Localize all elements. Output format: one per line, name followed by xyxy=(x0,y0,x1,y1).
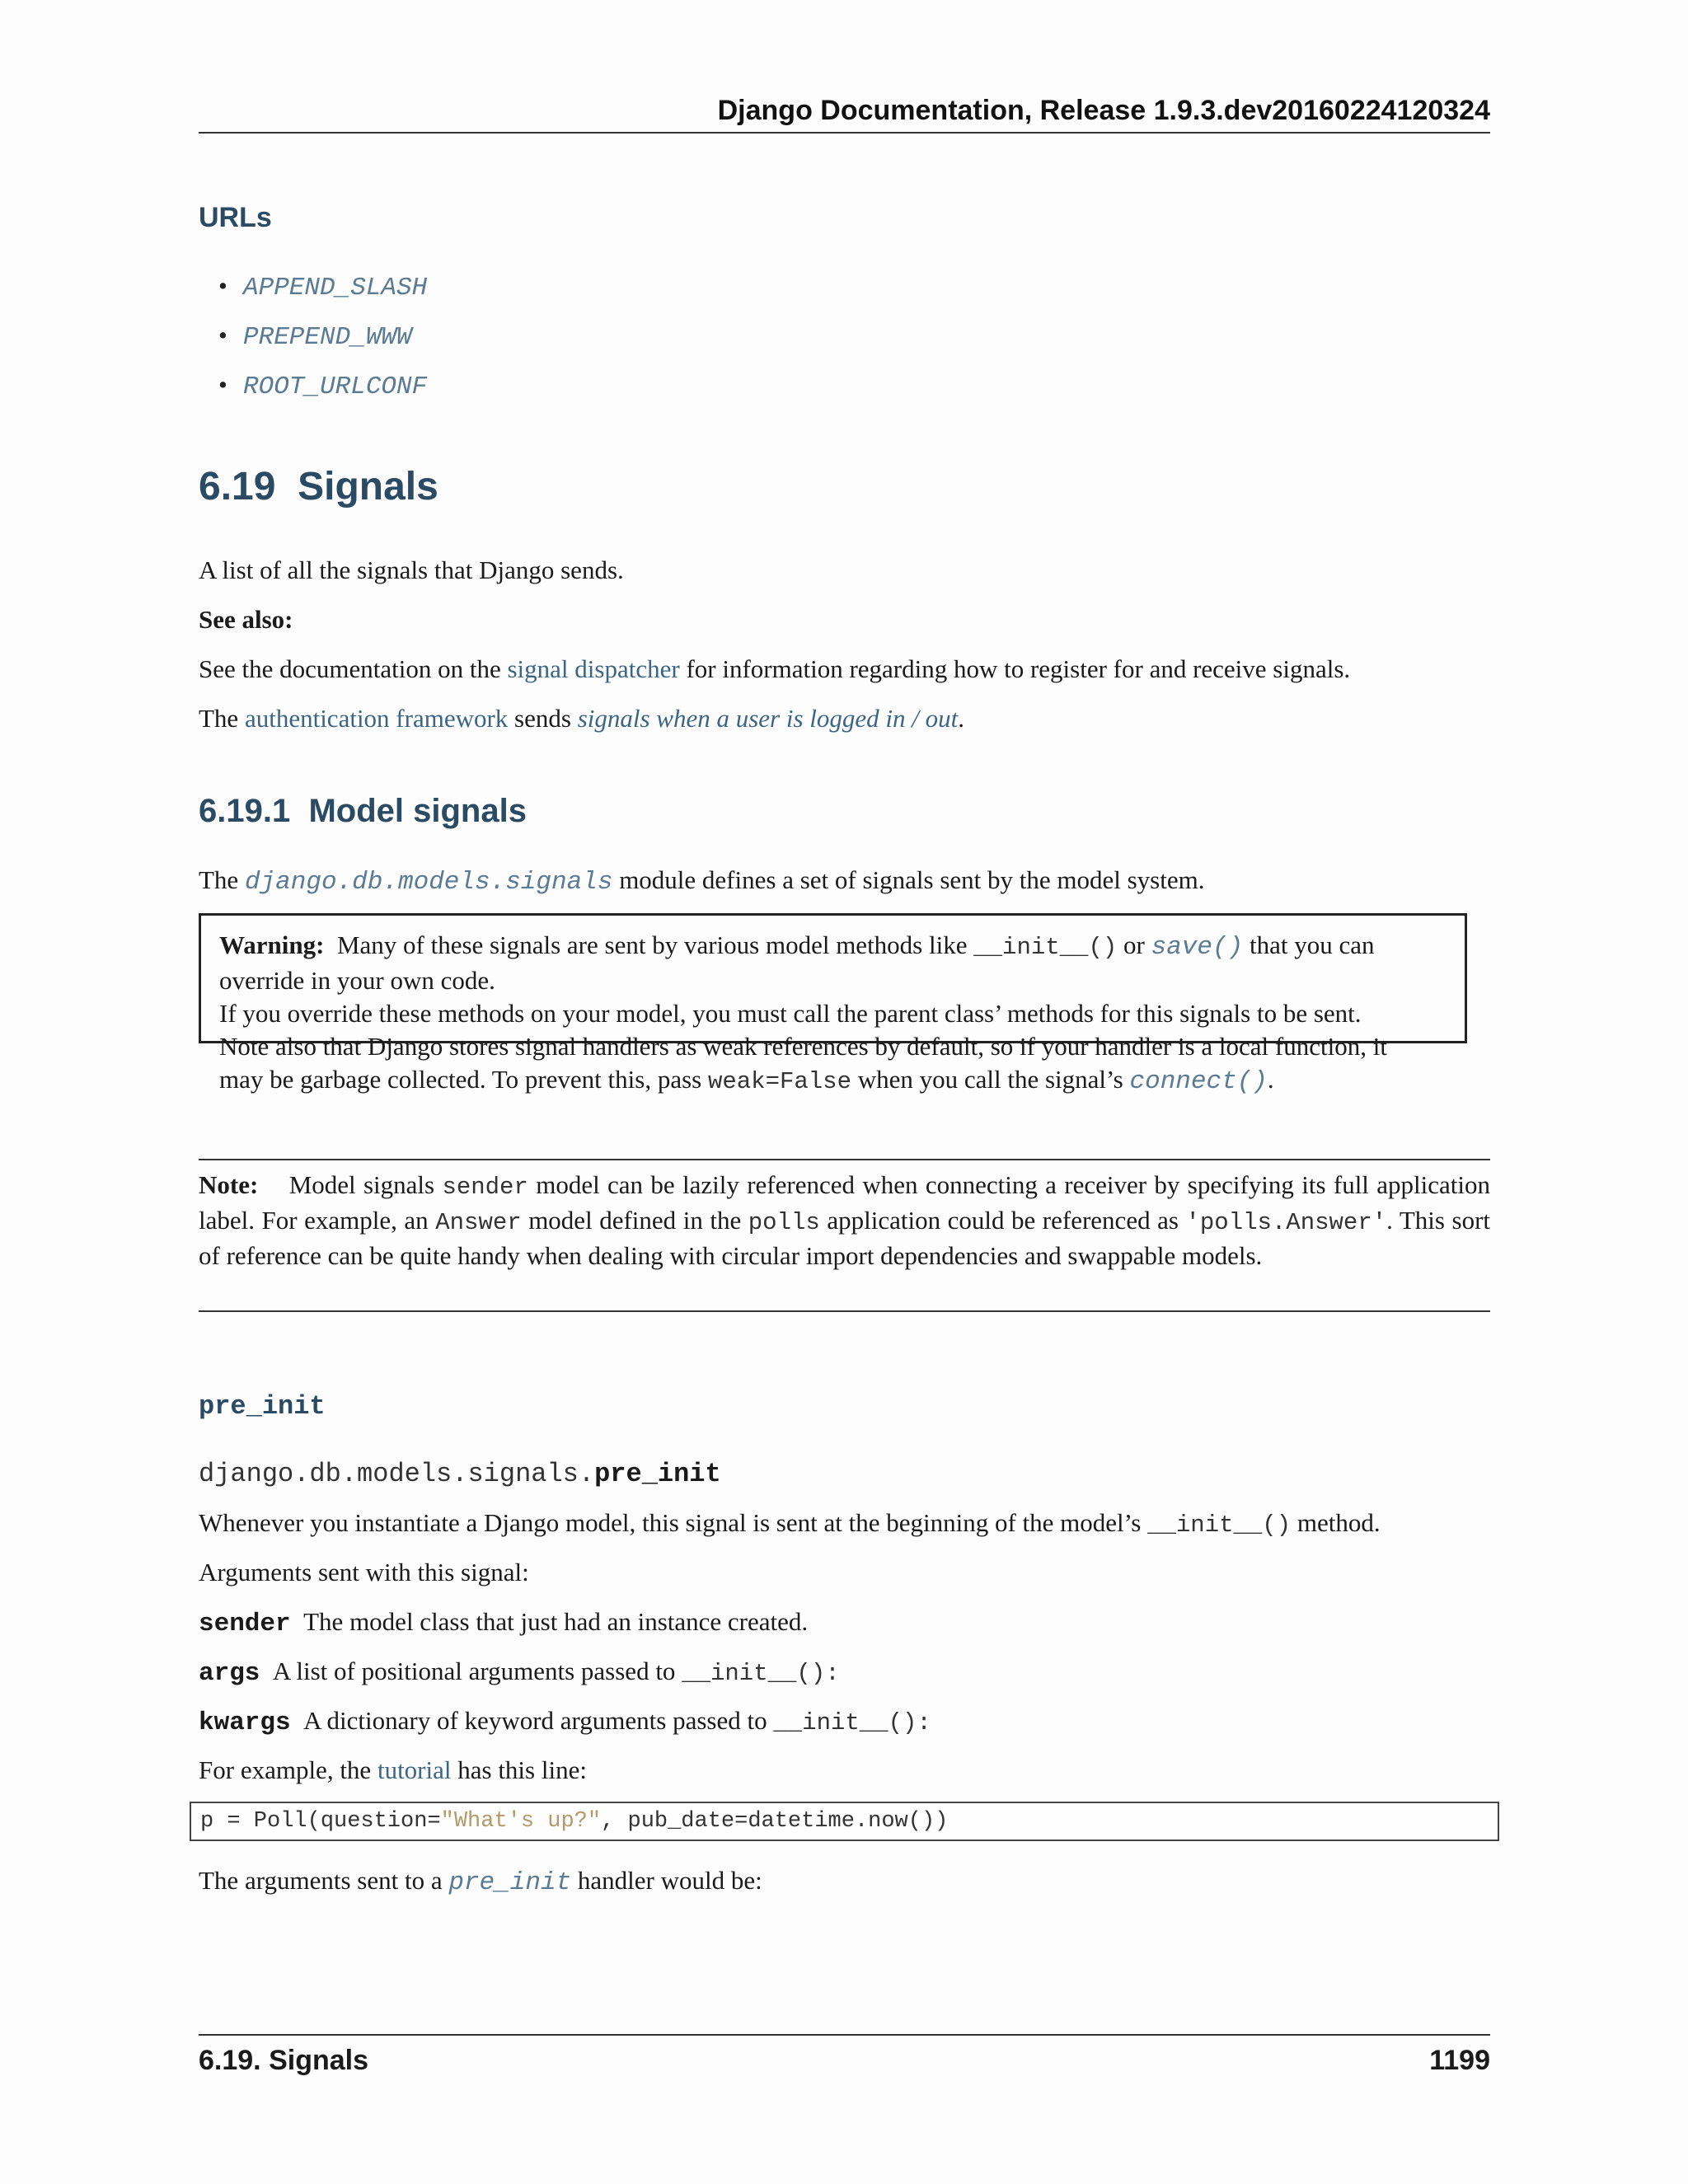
note-label: Note: xyxy=(199,1170,259,1199)
url-setting-link[interactable]: PREPEND_WWW xyxy=(243,323,412,352)
list-item[interactable] xyxy=(243,368,427,404)
answer-code: Answer xyxy=(435,1209,522,1236)
warning-line xyxy=(219,929,1455,964)
argument-code: __init__(): xyxy=(773,1709,931,1736)
text: when you call the signal’s xyxy=(851,1065,1130,1094)
argument-name: sender xyxy=(199,1610,291,1638)
text: has this line: xyxy=(451,1755,587,1784)
warning-line xyxy=(219,1063,1455,1099)
see-also-text xyxy=(199,653,1350,686)
subsection-name: Model signals xyxy=(308,793,527,829)
pre-init-link[interactable]: pre_init xyxy=(448,1868,572,1897)
init-code: __init__() xyxy=(1147,1511,1292,1539)
auth-text xyxy=(199,702,964,735)
signature-prefix: django.db.models.signals. xyxy=(199,1459,595,1489)
auth-framework-link[interactable]: authentication framework xyxy=(244,704,509,733)
text: See the documentation on the xyxy=(199,654,508,683)
text: Model signals xyxy=(288,1170,443,1199)
warning-label: Warning: xyxy=(219,930,325,959)
connect-link[interactable]: connect() xyxy=(1129,1067,1268,1096)
warning-line: Note also that Django stores signal handlers as weak references by default, so if your handler is a local function, it xyxy=(219,1032,1387,1061)
list-item[interactable] xyxy=(243,269,427,305)
argument-desc: The model class that just had an instance created. xyxy=(303,1607,809,1636)
text: The xyxy=(199,865,245,894)
argument-row xyxy=(199,1655,840,1690)
argument-name: args xyxy=(199,1659,260,1688)
text: Many of these signals are sent by various model methods like xyxy=(336,930,974,959)
module-text xyxy=(199,864,1204,899)
argument-desc: A dictionary of keyword arguments passed to xyxy=(303,1706,774,1735)
sender-code: sender xyxy=(442,1174,528,1201)
text: application could be referenced as xyxy=(819,1206,1186,1235)
text: method. xyxy=(1291,1508,1381,1537)
polls-code: polls xyxy=(748,1209,820,1236)
pre-init-signature xyxy=(199,1455,721,1492)
polls-answer-code: 'polls.Answer' xyxy=(1185,1209,1387,1236)
pre-init-description xyxy=(199,1507,1381,1541)
text: or xyxy=(1117,930,1151,959)
argument-row xyxy=(199,1704,931,1740)
text: . xyxy=(958,704,965,733)
text: sends xyxy=(508,704,578,733)
text: The arguments sent to a xyxy=(199,1866,449,1895)
handler-text xyxy=(199,1864,762,1900)
text: may be garbage collected. To prevent this, pass xyxy=(219,1065,708,1094)
text: . xyxy=(1267,1065,1274,1094)
subsection-number: 6.19.1 xyxy=(199,793,291,829)
text: module defines a set of signals sent by the model system. xyxy=(612,865,1205,894)
page-number: 1199 xyxy=(1429,2045,1490,2076)
text: Whenever you instantiate a Django model, this signal is sent at the beginning of the model’s xyxy=(199,1508,1148,1537)
save-link[interactable]: save() xyxy=(1151,933,1244,962)
warning-line: override in your own code. xyxy=(219,966,495,995)
section-name: Signals xyxy=(298,465,438,509)
code-string: "What's up?" xyxy=(440,1809,602,1834)
footer-section: 6.19. Signals xyxy=(199,2045,368,2076)
urls-heading: URLs xyxy=(199,202,272,233)
argument-code: __init__(): xyxy=(682,1660,840,1687)
url-setting-link[interactable]: APPEND_SLASH xyxy=(243,274,428,302)
text: The xyxy=(199,704,245,733)
arguments-intro: Arguments sent with this signal: xyxy=(199,1558,529,1586)
argument-name: kwargs xyxy=(199,1708,291,1737)
login-signals-link[interactable]: signals when a user is logged in / out xyxy=(577,704,959,733)
warning-box xyxy=(199,913,1467,1096)
section-number: 6.19 xyxy=(199,465,276,509)
text: handler would be: xyxy=(571,1866,762,1895)
section-title xyxy=(199,462,438,513)
text: model can be lazily referenced when connecting a receiver by specifying its full application label. For example, an xyxy=(199,1170,1490,1235)
text: for information regarding how to register for and receive signals. xyxy=(679,654,1351,683)
see-also-label: See also: xyxy=(199,605,293,634)
warning-line: If you override these methods on your model, you must call the parent class’ methods for this signals to be sent. xyxy=(219,999,1362,1028)
note-box xyxy=(199,1159,1490,1312)
argument-row xyxy=(199,1605,808,1641)
code-text: p = Poll(question= xyxy=(200,1809,441,1834)
pre-init-heading: pre_init xyxy=(199,1391,326,1422)
code-text: , pub_date=datetime.now()) xyxy=(601,1809,949,1834)
tutorial-link[interactable]: tutorial xyxy=(377,1755,452,1784)
subsection-title xyxy=(199,790,527,832)
page-footer xyxy=(199,2034,1490,2079)
text: . This sort of reference can be quite handy when dealing with circular import dependencies and swappable models. xyxy=(199,1206,1491,1270)
url-setting-link[interactable]: ROOT_URLCONF xyxy=(243,373,428,401)
module-link[interactable]: django.db.models.signals xyxy=(244,868,613,897)
document-page xyxy=(199,0,1490,2184)
code-block xyxy=(190,1802,1499,1841)
text: that you can xyxy=(1243,930,1375,959)
text: model defined in the xyxy=(521,1206,748,1235)
weak-false-code: weak=False xyxy=(707,1068,851,1095)
running-header: Django Documentation, Release 1.9.3.dev20160224120324 xyxy=(199,92,1490,134)
text: For example, the xyxy=(199,1755,377,1784)
signal-dispatcher-link[interactable]: signal dispatcher xyxy=(507,654,680,683)
signature-name: pre_init xyxy=(594,1459,721,1489)
section-intro: A list of all the signals that Django sends. xyxy=(199,555,624,584)
example-text xyxy=(199,1754,587,1787)
list-item[interactable] xyxy=(243,319,412,354)
init-code: __init__() xyxy=(973,934,1118,961)
argument-desc: A list of positional arguments passed to xyxy=(272,1657,682,1685)
